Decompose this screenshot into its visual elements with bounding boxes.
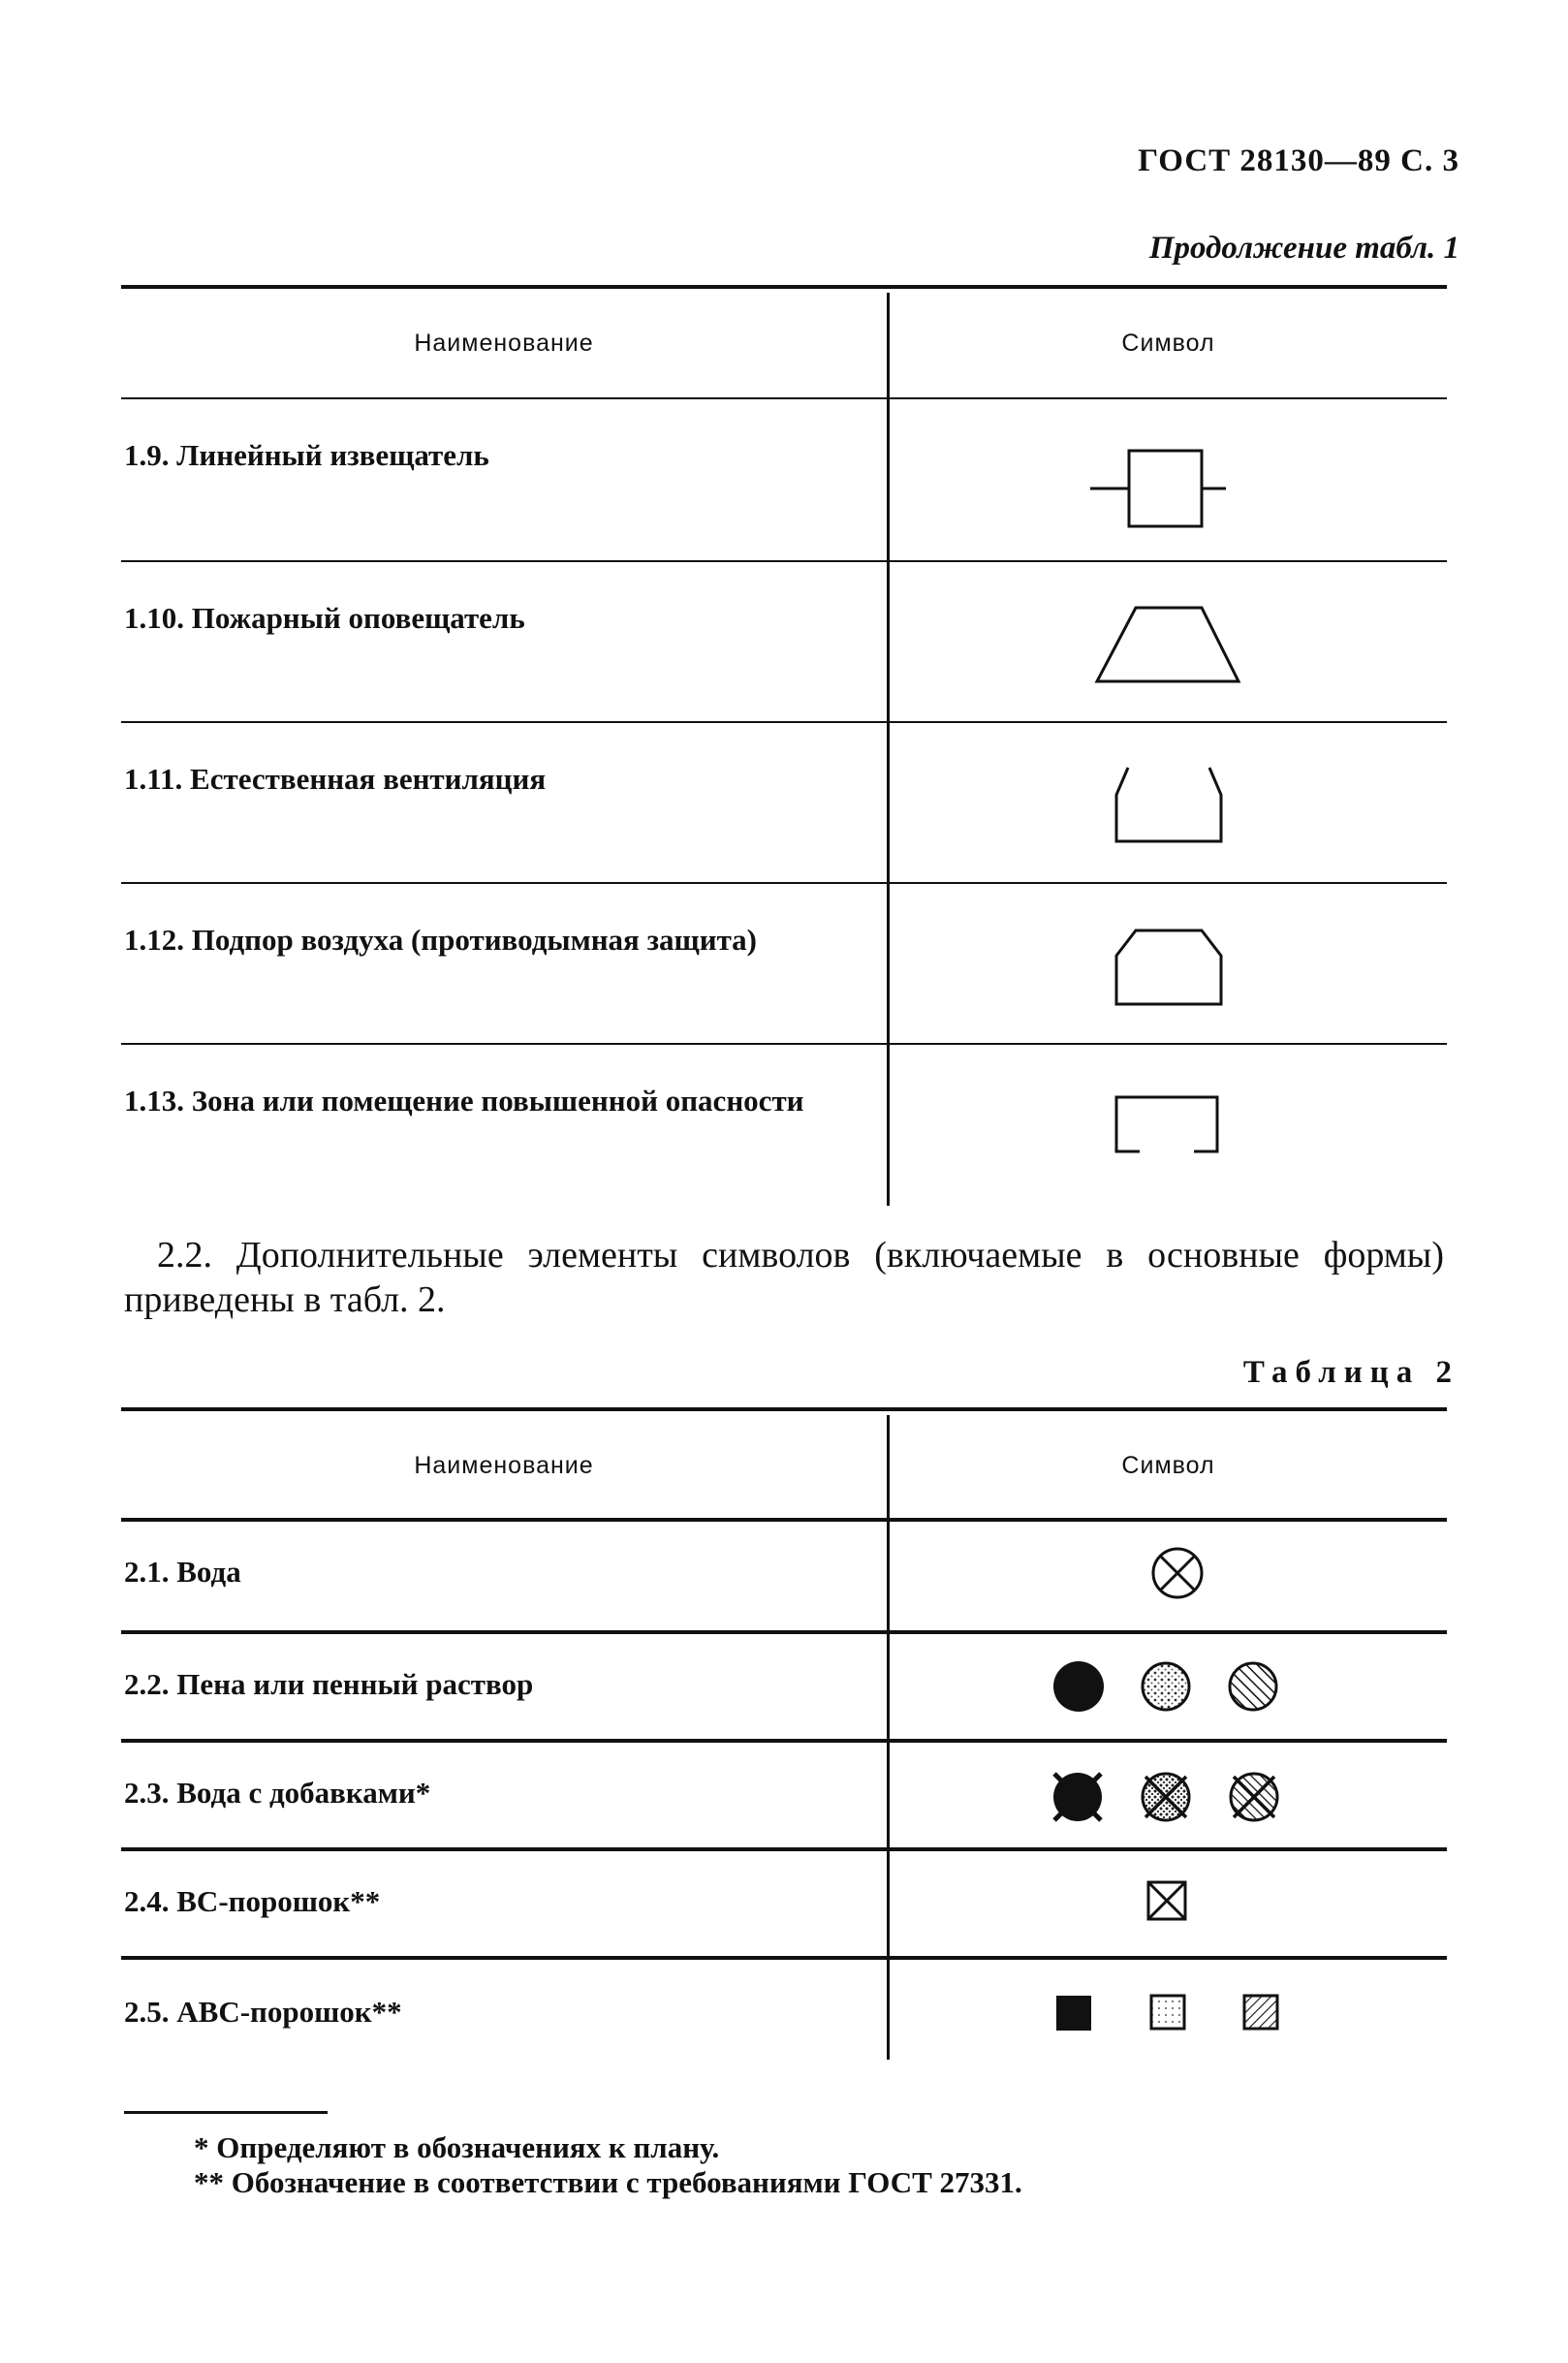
bc-powder-symbol bbox=[1146, 1880, 1189, 1923]
table-1-row-name: 1.13. Зона или помещение повышенной опасности bbox=[124, 1084, 804, 1118]
table-2-row-name: 2.4. ВС-порошок** bbox=[124, 1884, 381, 1918]
table-1-header-symbol: Символ bbox=[1121, 330, 1215, 357]
table-2-label: Таблица 2 bbox=[1242, 1355, 1459, 1390]
footnote-1: * Определяют в обозначениях к плану. bbox=[194, 2130, 720, 2164]
document-header: ГОСТ 28130—89 С. 3 bbox=[1138, 143, 1459, 178]
table-1-top-rule bbox=[121, 285, 1447, 289]
paragraph-2-2: 2.2. Дополнительные элементы символов (включаемые в основные формы) приведены в табл. 2. bbox=[124, 1235, 1444, 1320]
footnote-rule bbox=[124, 2111, 328, 2114]
linear-detector-symbol bbox=[1090, 451, 1226, 528]
foam-dotted-icon bbox=[1143, 1663, 1189, 1710]
water-additives-symbols bbox=[1049, 1766, 1287, 1828]
table-2-row-name: 2.5. АВС-порошок** bbox=[124, 1995, 402, 2029]
table-1-row-rule bbox=[121, 882, 1447, 884]
table-2-header-name: Наименование bbox=[414, 1452, 594, 1479]
table-1-row-name: 1.9. Линейный извещатель bbox=[124, 438, 489, 472]
water-symbol bbox=[1150, 1546, 1205, 1600]
table-2-row-rule bbox=[121, 1739, 1447, 1743]
fire-alarm-trapezoid-symbol bbox=[1095, 606, 1240, 683]
water-additive-hatched-icon bbox=[1231, 1774, 1277, 1820]
table-2-row-name: 2.1. Вода bbox=[124, 1555, 241, 1589]
table-2-header-symbol: Символ bbox=[1121, 1452, 1215, 1479]
foam-solid-icon bbox=[1053, 1661, 1104, 1712]
water-additive-solid-icon bbox=[1053, 1773, 1102, 1821]
abc-powder-symbols bbox=[1054, 1992, 1287, 2036]
table-2-row-name: 2.3. Вода с добавками* bbox=[124, 1776, 431, 1810]
table-continuation-label: Продолжение табл. 1 bbox=[1148, 231, 1459, 266]
danger-zone-symbol bbox=[1114, 1093, 1221, 1161]
footnote-2: ** Обозначение в соответствии с требованиями ГОСТ 27331. bbox=[194, 2165, 1022, 2199]
abc-powder-hatched-icon bbox=[1244, 1996, 1277, 2029]
foam-hatched-icon bbox=[1230, 1663, 1276, 1710]
table-2-row-rule bbox=[121, 1630, 1447, 1634]
table-2-row-rule bbox=[121, 1847, 1447, 1851]
table-2-row-rule bbox=[121, 1956, 1447, 1960]
natural-ventilation-symbol bbox=[1114, 766, 1226, 843]
table-1-row-name: 1.12. Подпор воздуха (противодымная защита) bbox=[124, 923, 757, 957]
table-1-row-rule bbox=[121, 721, 1447, 723]
table-2-column-divider bbox=[887, 1415, 890, 2060]
table-1-row-rule bbox=[121, 560, 1447, 562]
table-1-header-name: Наименование bbox=[414, 330, 594, 357]
table-1-row-name: 1.10. Пожарный оповещатель bbox=[124, 601, 525, 635]
table-1-header-rule bbox=[121, 397, 1447, 399]
foam-symbols bbox=[1051, 1657, 1284, 1716]
table-2-header-rule bbox=[121, 1518, 1447, 1522]
table-1-row-rule bbox=[121, 1043, 1447, 1045]
water-additive-dotted-icon bbox=[1143, 1774, 1189, 1820]
abc-powder-solid-icon bbox=[1056, 1996, 1091, 2031]
table-1-row-name: 1.11. Естественная вентиляция bbox=[124, 762, 547, 796]
air-pressurization-symbol bbox=[1114, 929, 1226, 1006]
table-2-row-name: 2.2. Пена или пенный раствор bbox=[124, 1667, 534, 1701]
table-1-column-divider bbox=[887, 293, 890, 1206]
table-2-top-rule bbox=[121, 1407, 1447, 1411]
abc-powder-dotted-icon bbox=[1151, 1996, 1184, 2029]
